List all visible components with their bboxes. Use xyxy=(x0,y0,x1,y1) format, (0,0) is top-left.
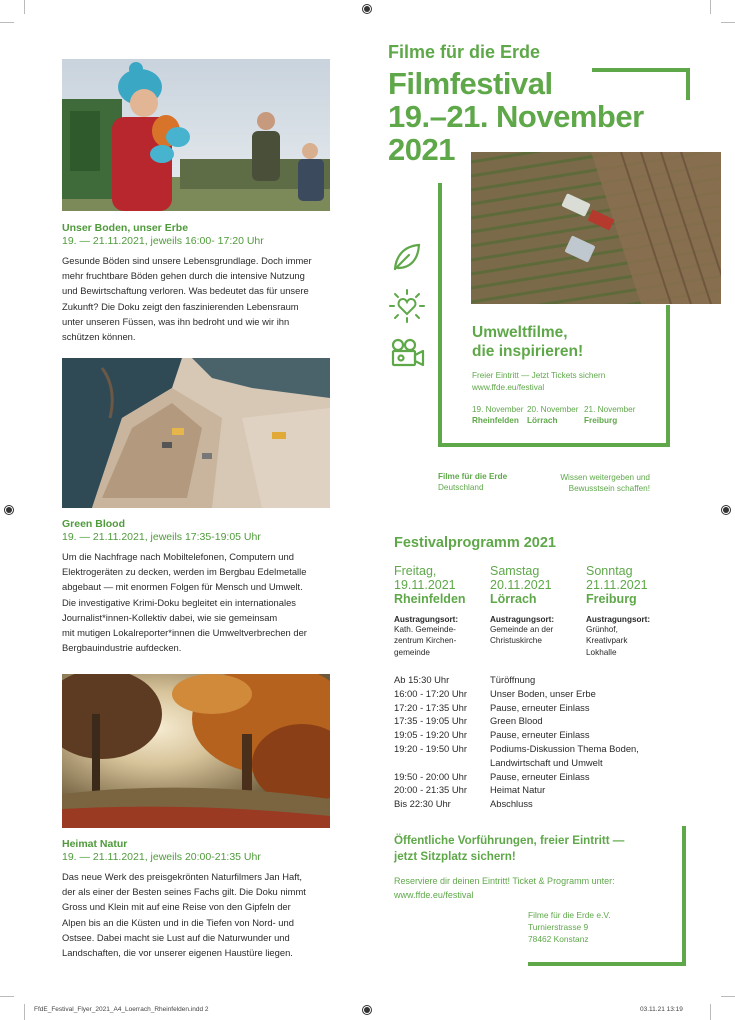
day-name: Samstag xyxy=(490,564,540,578)
schedule-row xyxy=(394,797,684,811)
film-photo-boden xyxy=(62,59,330,211)
film-title: Heimat Natur xyxy=(62,838,128,850)
day-city: Rheinfelden xyxy=(394,592,466,606)
crop-mark xyxy=(0,996,14,997)
schedule-row xyxy=(394,714,684,728)
crop-mark xyxy=(0,22,14,23)
program-schedule xyxy=(394,673,684,811)
schedule-item: Türöffnung xyxy=(490,674,536,685)
frame-line xyxy=(592,68,690,72)
stop-date: 21. November xyxy=(584,405,636,414)
schedule-time: Bis 22:30 Uhr xyxy=(394,798,451,810)
schedule-row xyxy=(394,783,684,797)
schedule-row xyxy=(394,673,684,687)
schedule-time: 20:00 - 21:35 Uhr xyxy=(394,784,467,796)
day-city: Freiburg xyxy=(586,592,637,606)
header-dates: 19.–21. November xyxy=(388,99,644,134)
cta-headline: jetzt Sitzplatz sichern! xyxy=(394,850,516,863)
film-description xyxy=(62,253,352,344)
frame-line xyxy=(528,962,686,966)
desc-line: schützen können. xyxy=(62,331,136,343)
desc-line: mit mutigen Lokalreporter*innen die Umweltverbrechen der xyxy=(62,627,307,639)
film-entry-heimat-natur xyxy=(62,838,352,960)
desc-line: Um die Nachfrage nach Mobiltelefonen, Computern und xyxy=(62,551,294,562)
desc-line: Alpen bis an die Küsten und in die Tiefen von Nord- und xyxy=(62,916,294,928)
desc-line: abgebaut — mit enormen Folgen für Mensch und Umwelt. xyxy=(62,581,303,593)
film-date: 19. — 21.11.2021, jeweils 16:00- 17:20 Uhr xyxy=(62,235,264,247)
promo-headline: die inspirieren! xyxy=(472,343,584,360)
desc-line: Landschaften, die vor unserer eigenen Haustüre liegen. xyxy=(62,947,293,959)
crop-mark xyxy=(721,996,735,997)
film-title: Unser Boden, unser Erbe xyxy=(62,222,189,234)
promo-ticket-line: Freier Eintritt — Jetzt Tickets sichern xyxy=(472,371,606,380)
address-city: 78462 Konstanz xyxy=(528,934,589,944)
schedule-row xyxy=(394,687,684,701)
print-slug-filename: FfdE_Festival_Flyer_2021_A4_Loerrach_Rheinfelden.indd 2 xyxy=(34,1006,209,1013)
desc-line: Gesunde Böden sind unsere Lebensgrundlage. Doch immer xyxy=(62,255,312,266)
crop-mark xyxy=(24,1004,25,1020)
slogan-line: Wissen weitergeben und xyxy=(560,473,650,482)
desc-line: Bergbauindustrie aufdecken. xyxy=(62,642,182,654)
schedule-time: 19:50 - 20:00 Uhr xyxy=(394,770,467,782)
film-date: 19. — 21.11.2021, jeweils 20:00-21:35 Uhr xyxy=(62,851,261,863)
venue-line: Kath. Gemeinde- xyxy=(394,625,456,634)
promo-url[interactable]: www.ffde.eu/festival xyxy=(472,383,545,392)
promo-block xyxy=(472,323,605,394)
desc-line: Elektrogeräten zu decken, werden im Bergbau Edelmetalle xyxy=(62,566,307,578)
desc-line: Zukunft? Die Doku zeigt den faszinierenden Lebensraum xyxy=(62,300,299,312)
header-year: 2021 xyxy=(388,132,455,167)
header-title: Filmfestival xyxy=(388,66,553,101)
film-photo-green-blood xyxy=(62,358,330,508)
stop-city: Freiburg xyxy=(584,416,618,425)
address-street: Turnierstrasse 9 xyxy=(528,922,589,932)
schedule-row xyxy=(394,742,684,756)
org-country: Deutschland xyxy=(438,483,484,492)
stop-city: Lörrach xyxy=(527,416,558,425)
cta-block xyxy=(394,833,694,902)
address-name: Filme für die Erde e.V. xyxy=(528,910,611,920)
day-name: Freitag, xyxy=(394,564,437,578)
venue-line: Lokhalle xyxy=(586,647,617,657)
schedule-item: Pause, erneuter Einlass xyxy=(490,729,590,741)
registration-mark xyxy=(362,4,372,14)
schedule-item: Pause, erneuter Einlass xyxy=(490,701,590,713)
schedule-row xyxy=(394,770,684,784)
desc-line: der als einer der Besten seines Fachs gilt. Die Doku nimmt xyxy=(62,886,306,898)
schedule-time xyxy=(394,756,490,770)
schedule-item: Heimat Natur xyxy=(490,784,546,796)
cta-headline: Öffentliche Vorführungen, freier Eintritt — xyxy=(394,834,625,847)
aerial-harvest-photo xyxy=(471,152,721,304)
film-entry-boden xyxy=(62,222,352,344)
film-entry-green-blood xyxy=(62,518,352,655)
schedule-time: 17:20 - 17:35 Uhr xyxy=(394,701,467,713)
desc-line: unter unseren Füssen, was ihn bedroht und wie wir ihn xyxy=(62,315,290,327)
stop-date: 19. November xyxy=(472,405,524,414)
film-photo-heimat-natur xyxy=(62,674,330,828)
program-day-friday xyxy=(394,564,486,658)
promo-stops xyxy=(472,404,644,426)
frame-line xyxy=(438,443,670,447)
crop-mark xyxy=(710,0,711,14)
heart-sun-icon xyxy=(388,288,426,324)
festival-header xyxy=(388,42,644,166)
film-description xyxy=(62,869,352,960)
venue-label: Austragungsort: xyxy=(394,615,459,624)
schedule-time: 19:20 - 19:50 Uhr xyxy=(394,742,467,754)
stop-item xyxy=(472,404,527,426)
stop-date: 20. November xyxy=(527,405,579,414)
day-name: Sonntag xyxy=(586,564,633,578)
schedule-item: Abschluss xyxy=(490,798,533,810)
print-slug-date: 03.11.21 13:19 xyxy=(640,1006,683,1013)
venue-label: Austragungsort: xyxy=(490,615,555,624)
crop-mark xyxy=(24,0,25,14)
cta-url[interactable]: www.ffde.eu/festival xyxy=(394,890,474,900)
schedule-item: Landwirtschaft und Umwelt xyxy=(490,756,603,768)
promo-headline: Umweltfilme, xyxy=(472,324,568,341)
org-name: Filme für die Erde xyxy=(438,472,508,481)
venue-line: gemeinde xyxy=(394,647,430,657)
stop-item xyxy=(527,404,584,426)
day-date: 20.11.2021 xyxy=(490,578,552,592)
frame-line xyxy=(682,826,686,966)
day-city: Lörrach xyxy=(490,592,537,606)
schedule-time: 19:05 - 19:20 Uhr xyxy=(394,729,467,741)
cta-subline: Reserviere dir deinen Eintritt! Ticket & Programm unter: xyxy=(394,876,615,886)
schedule-item: Pause, erneuter Einlass xyxy=(490,770,590,782)
address-block xyxy=(528,909,611,945)
venue-line: Gemeinde an der xyxy=(490,625,554,634)
venue-line: zentrum Kirchen- xyxy=(394,636,457,646)
leaf-icon xyxy=(390,240,424,274)
film-date: 19. — 21.11.2021, jeweils 17:35-19:05 Uhr xyxy=(62,531,261,543)
crop-mark xyxy=(710,1004,711,1020)
day-date: 19.11.2021 xyxy=(394,578,456,592)
program-heading: Festivalprogramm 2021 xyxy=(394,535,556,551)
frame-line xyxy=(438,183,442,447)
program-day-sunday xyxy=(586,564,678,658)
desc-line: Die investigative Krimi-Doku begleitet ein internationales xyxy=(62,596,296,608)
desc-line: und Bewirtschaftung verloren. Was bedeutet das für unsere xyxy=(62,285,309,297)
schedule-row xyxy=(394,701,684,715)
venue-line: Kreativpark xyxy=(586,636,628,646)
registration-mark xyxy=(4,505,14,515)
schedule-time: 17:35 - 19:05 Uhr xyxy=(394,715,467,727)
venue-label: Austragungsort: xyxy=(586,615,651,624)
venue-line: Christuskirche xyxy=(490,636,542,646)
desc-line: mehr fruchtbare Böden gehen durch die intensive Nutzung xyxy=(62,270,305,282)
slogan-line: Bewusstsein schaffen! xyxy=(568,484,650,493)
schedule-row xyxy=(394,756,684,770)
program-day-saturday xyxy=(490,564,582,647)
schedule-item: Unser Boden, unser Erbe xyxy=(490,687,596,699)
frame-line xyxy=(686,68,690,100)
schedule-time: 16:00 - 17:20 Uhr xyxy=(394,687,467,699)
crop-mark xyxy=(721,22,735,23)
film-title: Green Blood xyxy=(62,518,126,530)
frame-line xyxy=(666,305,670,447)
registration-mark xyxy=(362,1005,372,1015)
schedule-row xyxy=(394,728,684,742)
schedule-time: Ab 15:30 Uhr xyxy=(394,674,450,685)
stop-item xyxy=(584,404,644,426)
film-description xyxy=(62,549,352,655)
schedule-item: Green Blood xyxy=(490,715,543,727)
desc-line: Ostsee. Dabei macht sie Lust auf die Naturwunder und xyxy=(62,931,290,943)
film-camera-icon xyxy=(390,338,426,370)
header-subtitle: Filme für die Erde xyxy=(388,42,541,62)
day-date: 21.11.2021 xyxy=(586,578,648,592)
stop-city: Rheinfelden xyxy=(472,416,519,425)
desc-line: Gross und Klein mit auf eine Reise von den Gipfeln der xyxy=(62,901,291,913)
org-block xyxy=(438,471,507,493)
desc-line: Journalist*innen-Kollektiv dabei, wie sie gemeinsam xyxy=(62,611,278,623)
schedule-item: Podiums-Diskussion Thema Boden, xyxy=(490,742,639,754)
venue-line: Grünhof, xyxy=(586,625,618,634)
registration-mark xyxy=(721,505,731,515)
slogan-block xyxy=(530,472,650,494)
desc-line: Das neue Werk des preisgekrönten Naturfilmers Jan Haft, xyxy=(62,871,303,882)
